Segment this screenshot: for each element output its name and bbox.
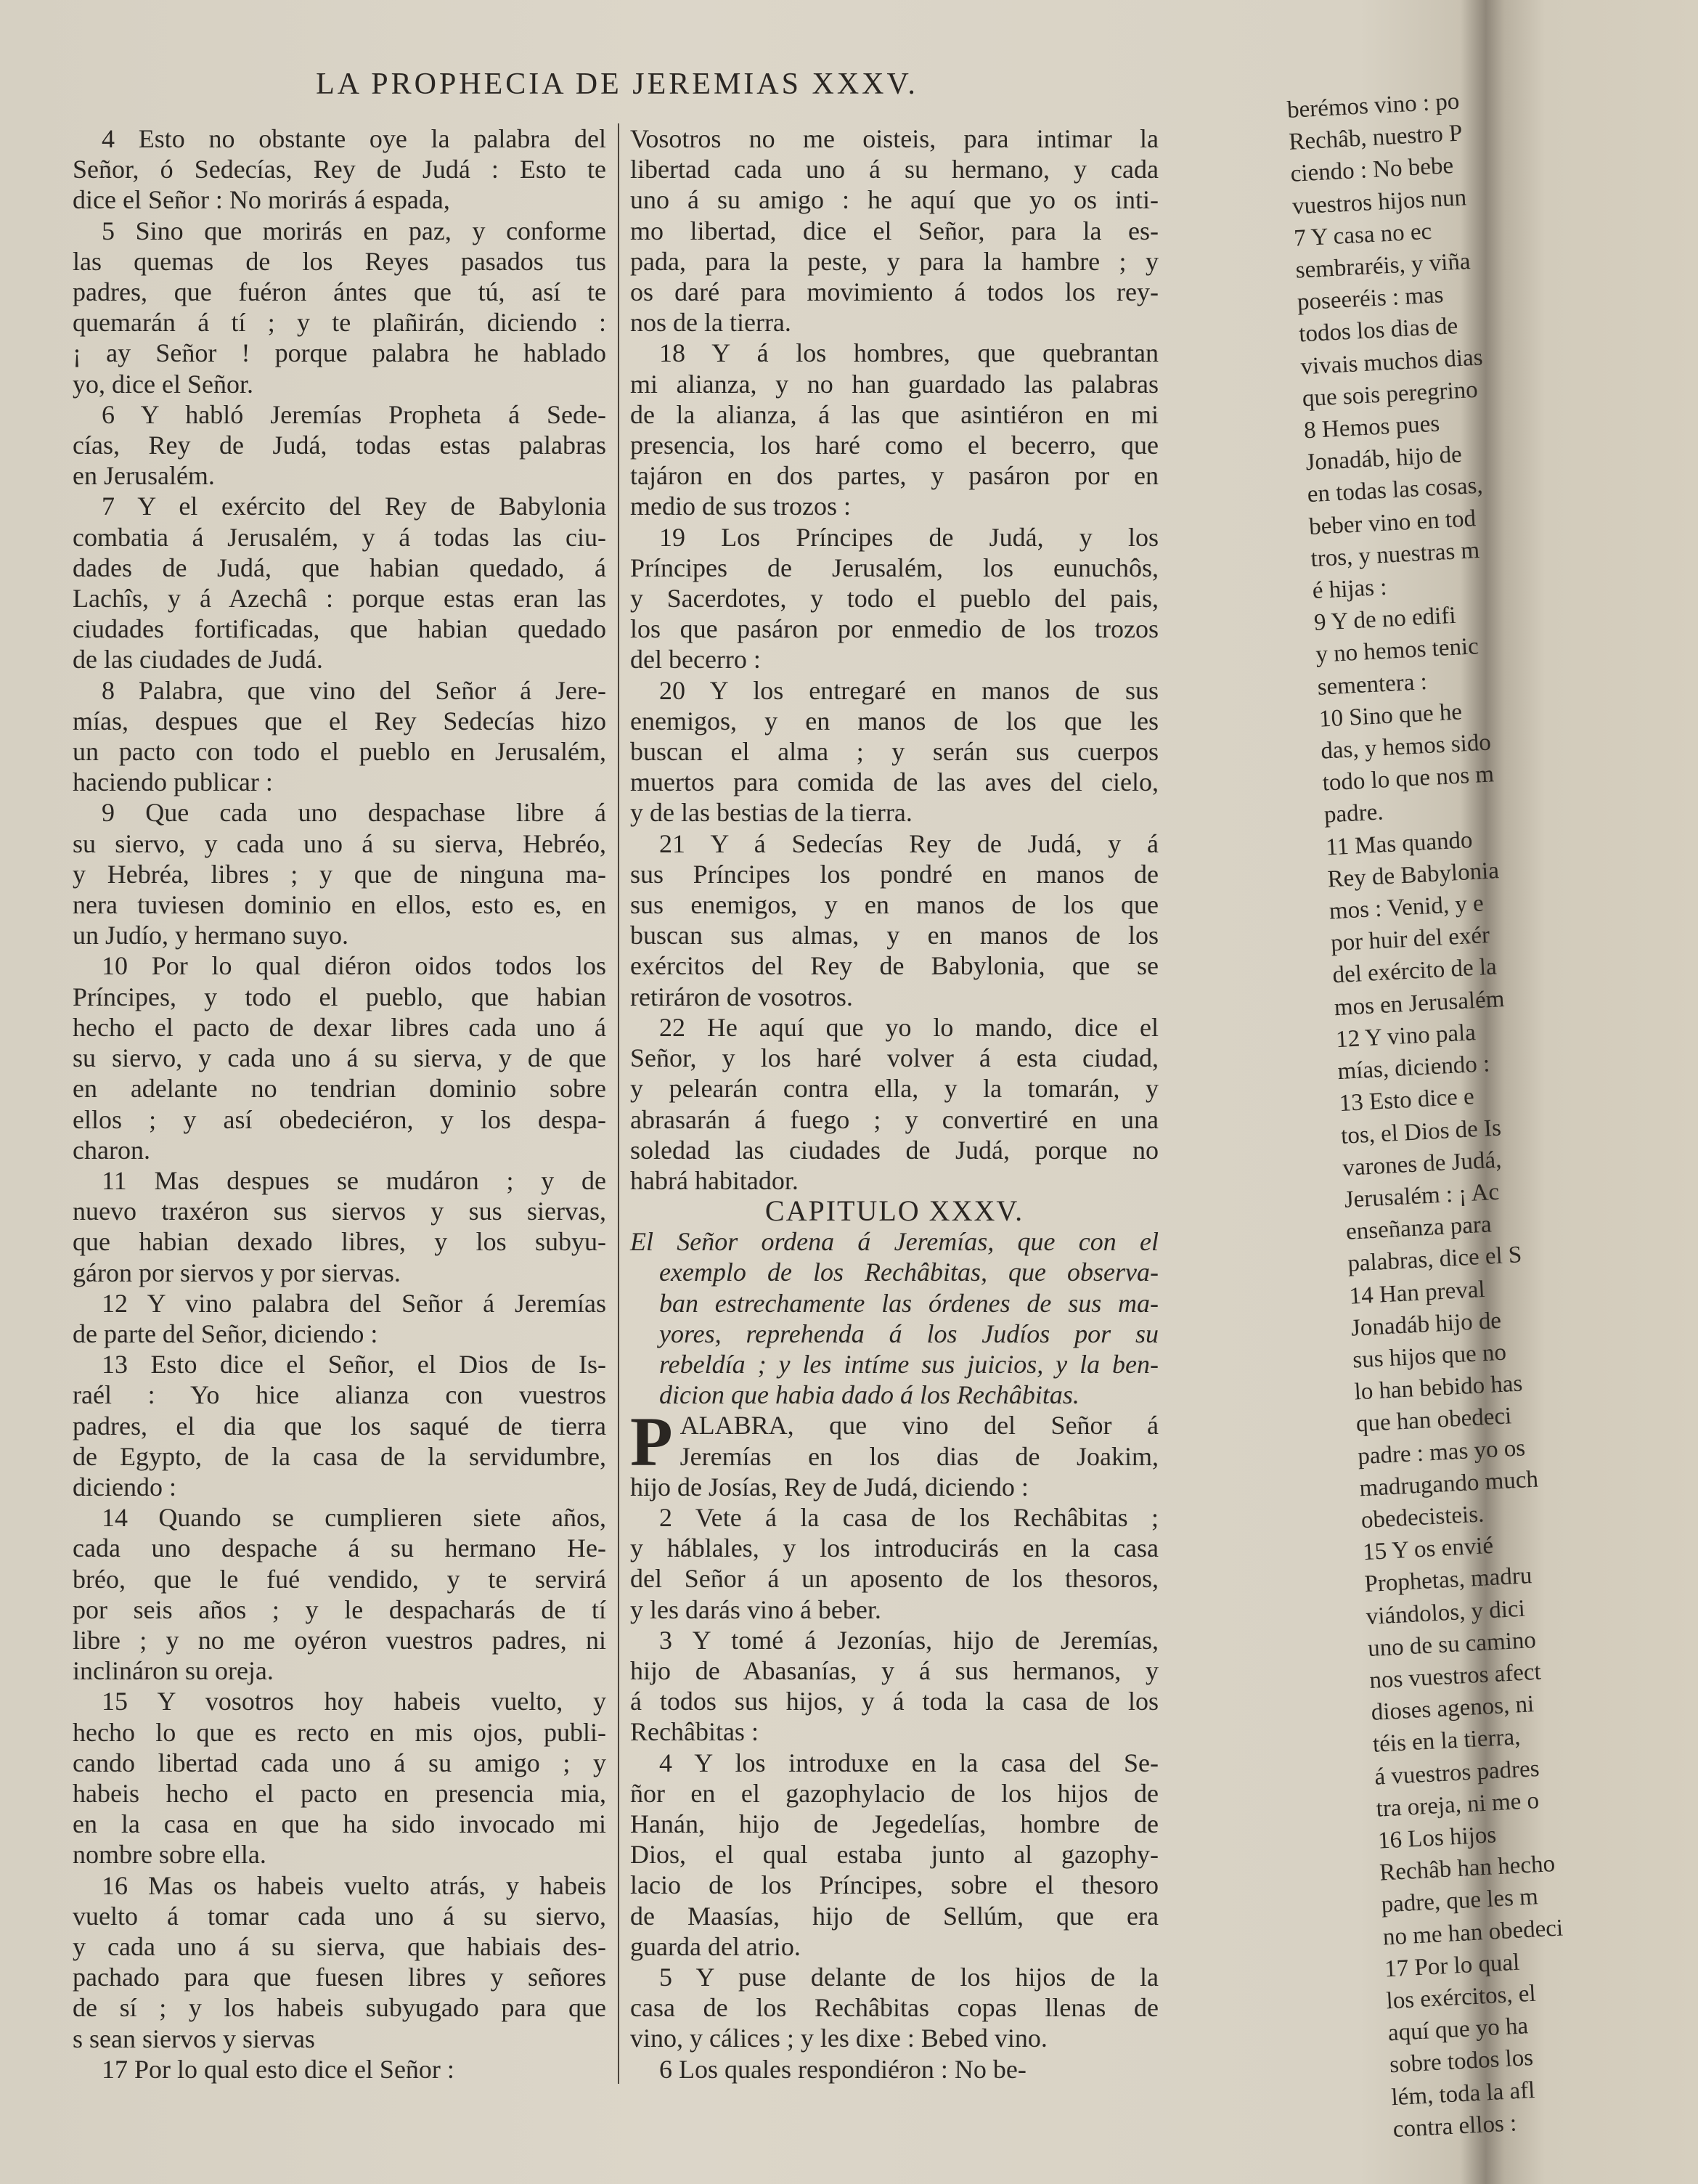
- text-line: mos en Jerusalém: [1333, 985, 1506, 1021]
- text-line: 15 Y os envié: [1362, 1532, 1494, 1566]
- text-line: 13 Esto dice e: [1338, 1083, 1475, 1117]
- text-line: 7 Y casa no ec: [1293, 218, 1433, 252]
- text-line: en adelante no tendrian dominio sobre: [73, 1074, 606, 1104]
- text-line: sus hijos que no: [1352, 1339, 1507, 1374]
- chapter-summary: [630, 1226, 1159, 1410]
- text-line: muertos para comida de las aves del cielo,: [630, 767, 1159, 797]
- text-line: sus Príncipes los pondré en manos de: [630, 859, 1159, 889]
- text-line: 10 Sino que he: [1318, 698, 1463, 733]
- text-line: hijo de Josías, Rey de Judá, diciendo :: [630, 1472, 1029, 1502]
- text-line: enseñanza para: [1345, 1211, 1493, 1245]
- text-line: en Jerusalém.: [73, 461, 215, 491]
- text-line: cada uno despache á su hermano He-: [73, 1533, 606, 1563]
- text-line: de las ciudades de Judá.: [73, 645, 323, 675]
- text-line: inclináron su oreja.: [73, 1656, 274, 1686]
- text-line: Rechâbitas :: [630, 1717, 759, 1747]
- text-line: hecho el pacto de dexar libres cada uno á: [73, 1012, 606, 1042]
- text-line: 8 Palabra, que vino del Señor á Jere-: [102, 675, 606, 705]
- text-line: Lachîs, y á Azechâ : porque estas eran las: [73, 584, 606, 614]
- text-line: aquí que yo ha: [1387, 2013, 1529, 2047]
- text-line: é hijas :: [1311, 574, 1388, 605]
- chapter-heading: CAPITULO XXXV.: [764, 1194, 1024, 1228]
- text-line: pada, para la peste, y para la hambre ; y: [630, 246, 1159, 276]
- text-line: Jerusalém : ¡ Ac: [1343, 1178, 1500, 1213]
- text-line: viándolos, y dici: [1365, 1595, 1526, 1630]
- text-line: por huir del exér: [1330, 922, 1490, 957]
- text-line: un pacto con todo el pueblo en Jerusalém,: [73, 737, 606, 767]
- text-line: vino, y cálices ; y les dixe : Bebed vino.: [630, 2024, 1048, 2053]
- text-line: tajáron en dos partes, y pasáron por en: [630, 461, 1159, 491]
- text-line: 19 Los Príncipes de Judá, y los: [659, 522, 1159, 552]
- drop-cap: P: [630, 1403, 673, 1481]
- text-line: 17 Por lo qual: [1384, 1949, 1521, 1983]
- text-line: 4 Esto no obstante oye la palabra del: [102, 124, 606, 153]
- text-line: mi alianza, y no han guardado las palabras: [630, 369, 1159, 399]
- text-line: libertad cada uno á su hermano, y cada: [630, 155, 1159, 184]
- text-line: vivais muchos dias: [1299, 343, 1484, 380]
- text-line: un Judío, y hermano suyo.: [73, 921, 348, 950]
- text-line: padre.: [1323, 799, 1384, 829]
- text-line: tos, el Dios de Is: [1340, 1114, 1502, 1149]
- text-line: 11 Mas despues se mudáron ; y de: [102, 1165, 606, 1195]
- text-line: 22 He aquí que yo lo mando, dice el: [659, 1012, 1159, 1042]
- text-line: rebeldía ; y les intíme sus juicios, y la ben-: [659, 1349, 1159, 1379]
- chapter-opening: [630, 1403, 1159, 1502]
- text-line: contra ellos :: [1392, 2110, 1518, 2143]
- text-line: sementera :: [1316, 668, 1428, 701]
- text-line: vuelto á tomar cada uno á su siervo,: [73, 1901, 606, 1931]
- text-line: su siervo, y cada uno á su sierva, y de que: [73, 1043, 606, 1073]
- text-line: tra oreja, ni me o: [1375, 1787, 1540, 1822]
- facing-page-fragment: [1286, 78, 1698, 2146]
- text-line: Rey de Babylonia: [1326, 857, 1500, 893]
- text-line: 12 Y vino palabra del Señor á Jeremías: [102, 1288, 606, 1318]
- text-line: beber vino en tod: [1308, 505, 1477, 540]
- text-line: yores, reprehenda á los Judíos por su: [659, 1319, 1159, 1348]
- text-line: yo, dice el Señor.: [73, 369, 253, 399]
- text-line: 14 Quando se cumplieren siete años,: [102, 1503, 606, 1533]
- text-line: ciendo : No bebe: [1289, 152, 1454, 188]
- text-line: su siervo, y cada uno á su sierva, Hebréo,: [73, 828, 606, 858]
- text-line: 6 Y habló Jeremías Propheta á Sede-: [102, 399, 606, 429]
- text-line: y háblales, y los introducirás en la casa: [630, 1533, 1159, 1563]
- text-line: en la casa en que ha sido invocado mi: [73, 1809, 606, 1839]
- text-line: diciendo :: [73, 1472, 176, 1502]
- text-line: Príncipes, y todo el pueblo, que habian: [73, 982, 606, 1011]
- text-line: Rechâb han hecho: [1379, 1851, 1556, 1886]
- text-line: 7 Y el exército del Rey de Babylonia: [102, 492, 606, 521]
- text-line: das, y hemos sido: [1320, 729, 1492, 765]
- text-line: abrasarán á fuego ; y convertiré en una: [630, 1104, 1159, 1134]
- text-line: Jonadáb hijo de: [1350, 1307, 1502, 1342]
- running-header: LA PROPHECIA DE JEREMIAS XXXV.: [316, 68, 918, 101]
- text-line: del Señor á un aposento de los thesoros,: [630, 1564, 1159, 1594]
- text-line: téis en la tierra,: [1372, 1724, 1522, 1759]
- text-line: sobre todos los: [1389, 2045, 1534, 2079]
- text-line: de parte del Señor, diciendo :: [73, 1319, 378, 1348]
- left-column: [73, 123, 606, 2085]
- text-line: que habian dexado libres, y los subyu-: [73, 1227, 606, 1257]
- text-line: 20 Y los entregaré en manos de sus: [659, 675, 1159, 705]
- text-line: Vosotros no me oisteis, para intimar la: [630, 124, 1159, 153]
- text-line: charon.: [73, 1135, 150, 1165]
- text-line: berémos vino : po: [1286, 88, 1461, 123]
- text-line: 13 Esto dice el Señor, el Dios de Is-: [102, 1350, 606, 1380]
- text-line: habeis hecho el pacto en presencia mia,: [73, 1778, 606, 1808]
- text-line: tros, y nuestras m: [1310, 537, 1480, 572]
- text-line: Señor, ó Sedecías, Rey de Judá : Esto te: [73, 155, 606, 184]
- text-line: libre ; y no me oyéron vuestros padres, ni: [73, 1625, 606, 1655]
- text-line: 15 Y vosotros hoy habeis vuelto, y: [102, 1687, 606, 1716]
- text-line: 14 Han preval: [1348, 1276, 1486, 1310]
- text-line: 18 Y á los hombres, que quebrantan: [659, 338, 1159, 368]
- text-line: que sois peregrino: [1302, 376, 1479, 412]
- text-line: buscan sus almas, y en manos de los: [630, 921, 1159, 950]
- text-line: lém, toda la afl: [1390, 2077, 1536, 2111]
- text-line: y cada uno á su sierva, que habiais des-: [73, 1931, 606, 1961]
- text-line: enemigos, y en manos de los que les: [630, 706, 1159, 736]
- text-line: ellos ; y así obedeciéron, y los despa-: [73, 1104, 606, 1134]
- text-line: y Sacerdotes, y todo el pueblo del pais,: [630, 584, 1159, 614]
- text-line: Jeremías en los dias de Joakim,: [679, 1441, 1159, 1471]
- text-line: 11 Mas quando: [1325, 826, 1474, 861]
- text-line: Dios, el qual estaba junto al gazophy-: [630, 1840, 1159, 1870]
- text-line: dioses agenos, ni: [1370, 1691, 1535, 1727]
- text-line: sus enemigos, y en manos de los que: [630, 890, 1159, 920]
- text-line: 17 Por lo qual esto dice el Señor :: [102, 2054, 454, 2084]
- text-line: s sean siervos y siervas: [73, 2024, 315, 2053]
- text-line: casa de los Rechâbitas copas llenas de: [630, 1993, 1159, 2023]
- text-line: palabras, dice el S: [1347, 1242, 1523, 1278]
- verses-before-chapter: [630, 123, 1159, 1196]
- text-line: del becerro :: [630, 645, 761, 675]
- text-line: poseeréis : mas: [1297, 282, 1445, 316]
- text-line: 9 Que cada uno despachase libre á: [102, 798, 606, 828]
- text-line: 16 Los hijos: [1377, 1822, 1497, 1854]
- text-line: soledad las ciudades de Judá, porque no: [630, 1135, 1159, 1165]
- text-line: 5 Y puse delante de los hijos de la: [659, 1962, 1159, 1992]
- text-line: 10 Por lo qual diéron oidos todos los: [102, 951, 606, 981]
- text-line: de sí ; y los habeis subyugado para que: [73, 1993, 606, 2023]
- text-line: raél : Yo hice alianza con vuestros: [73, 1380, 606, 1410]
- text-line: que han obedeci: [1355, 1403, 1513, 1438]
- text-line: obedecisteis.: [1360, 1501, 1485, 1534]
- text-line: padres, que fuéron ántes que tú, así te: [73, 277, 606, 307]
- text-line: varones de Judá,: [1342, 1146, 1503, 1181]
- text-line: ALABRA, que vino del Señor á: [679, 1411, 1159, 1441]
- text-line: nuevo traxéron sus siervos y sus siervas,: [73, 1197, 606, 1226]
- text-line: á vuestros padres: [1373, 1755, 1540, 1790]
- text-line: dades de Judá, que habian quedado, á: [73, 553, 606, 582]
- text-line: y les darás vino á beber.: [630, 1594, 881, 1624]
- verses-after-chapter: [630, 1502, 1159, 2085]
- text-line: Rechâb, nuestro P: [1288, 120, 1464, 156]
- text-line: habrá habitador.: [630, 1165, 799, 1195]
- text-line: 9 Y de no edifi: [1313, 603, 1457, 637]
- text-line: lo han bebido has: [1353, 1370, 1524, 1406]
- text-line: en todas las cosas,: [1306, 473, 1484, 508]
- text-line: hijo de Abasanías, y á sus hermanos, y: [630, 1655, 1159, 1685]
- text-line: 4 Y los introduxe en la casa del Se-: [659, 1748, 1159, 1777]
- text-line: de Maasías, hijo de Sellúm, que era: [630, 1901, 1159, 1931]
- text-line: uno á su amigo : he aquí que yo os inti-: [630, 185, 1159, 215]
- text-line: á todos sus hijos, y á toda la casa de los: [630, 1687, 1159, 1716]
- text-line: dice el Señor : No morirás á espada,: [73, 185, 450, 215]
- text-line: uno de su camino: [1367, 1626, 1537, 1662]
- text-line: 8 Hemos pues: [1303, 410, 1440, 444]
- text-line: mías, diciendo :: [1336, 1051, 1491, 1085]
- text-line: 2 Vete á la casa de los Rechâbitas ;: [659, 1502, 1159, 1532]
- text-line: bréo, que le fué vendido, y te servirá: [73, 1564, 606, 1594]
- text-line: sembraréis, y viña: [1294, 248, 1472, 284]
- text-line: Prophetas, madru: [1363, 1562, 1533, 1598]
- text-line: y pelearán contra ella, y la tomarán, y: [630, 1074, 1159, 1104]
- text-line: ban estrechamente las órdenes de sus ma-: [659, 1288, 1159, 1318]
- text-line: mos : Venid, y e: [1328, 890, 1485, 925]
- text-line: y de las bestias de la tierra.: [630, 798, 913, 828]
- text-line: madrugando much: [1358, 1466, 1539, 1502]
- text-line: dicion que habia dado á los Rechâbitas.: [659, 1380, 1079, 1410]
- text-line: del exército de la: [1331, 953, 1498, 989]
- text-line: no me han obedeci: [1382, 1915, 1564, 1951]
- text-line: padre, que les m: [1380, 1883, 1539, 1918]
- text-line: 5 Sino que morirás en paz, y conforme: [102, 216, 606, 245]
- text-line: buscan el alma ; y serán sus cuerpos: [630, 737, 1159, 767]
- text-line: lacio de los Príncipes, sobre el thesoro: [630, 1870, 1159, 1900]
- text-line: Señor, y los haré volver á esta ciudad,: [630, 1043, 1159, 1073]
- text-line: presencia, los haré como el becerro, que: [630, 431, 1159, 460]
- text-line: exemplo de los Rechâbitas, que observa-: [659, 1258, 1159, 1287]
- text-line: de Egypto, de la casa de la servidumbre,: [73, 1441, 606, 1471]
- text-line: cando libertad cada uno á su amigo ; y: [73, 1748, 606, 1777]
- text-line: medio de sus trozos :: [630, 492, 851, 521]
- text-line: pachado para que fuesen libres y señores: [73, 1963, 606, 1992]
- text-line: quemarán á tí ; y te plañirán, diciendo :: [73, 308, 606, 338]
- text-line: ciudades fortificadas, que habian quedado: [73, 614, 606, 644]
- text-line: los que pasáron por enmedio de los trozos: [630, 614, 1159, 644]
- text-line: nombre sobre ella.: [73, 1840, 266, 1870]
- text-line: de la alianza, á las que asintiéron en mi: [630, 399, 1159, 429]
- text-line: Jonadáb, hijo de: [1305, 441, 1463, 476]
- text-line: los exércitos, el: [1385, 1980, 1537, 2015]
- text-line: por seis años ; y le despacharás de tí: [73, 1594, 606, 1624]
- text-line: hecho lo que es recto en mis ojos, publi-: [73, 1717, 606, 1747]
- text-line: guarda del atrio.: [630, 1931, 801, 1961]
- text-line: 6 Los quales respondiéron : No be-: [659, 2054, 1026, 2084]
- text-line: padre : mas yo os: [1357, 1434, 1526, 1470]
- column-divider: [618, 123, 619, 2084]
- text-line: nos de la tierra.: [630, 308, 791, 338]
- text-line: Hanán, hijo de Jegedelías, hombre de: [630, 1809, 1159, 1838]
- text-line: Príncipes de Jerusalém, los eunuchôs,: [630, 553, 1159, 582]
- text-line: nos vuestros afect: [1368, 1658, 1542, 1694]
- text-line: 12 Y vino pala: [1335, 1019, 1477, 1054]
- text-line: ñor en el gazophylacio de los hijos de: [630, 1778, 1159, 1808]
- text-line: nera tuviesen dominio en ellos, esto es, en: [73, 890, 606, 920]
- text-line: todos los dias de: [1298, 313, 1459, 348]
- text-line: mías, despues que el Rey Sedecías hizo: [73, 706, 606, 736]
- text-line: haciendo publicar :: [73, 767, 273, 797]
- text-line: cías, Rey de Judá, todas estas palabras: [73, 431, 606, 460]
- text-line: todo lo que nos m: [1321, 761, 1495, 796]
- text-line: padres, el dia que los saqué de tierra: [73, 1411, 606, 1441]
- text-line: retiráron de vosotros.: [630, 982, 853, 1011]
- text-line: ¡ ay Señor ! porque palabra he hablado: [73, 338, 606, 368]
- right-column: [630, 123, 1159, 2085]
- text-line: exércitos del Rey de Babylonia, que se: [630, 951, 1159, 981]
- text-line: 16 Mas os habeis vuelto atrás, y habeis: [102, 1870, 606, 1900]
- text-line: 21 Y á Sedecías Rey de Judá, y á: [659, 828, 1159, 858]
- text-line: gáron por siervos y por siervas.: [73, 1258, 401, 1287]
- text-line: os daré para movimiento á todos los rey-: [630, 277, 1159, 307]
- text-line: y no hemos tenic: [1315, 633, 1479, 669]
- text-line: mo libertad, dice el Señor, para la es-: [630, 216, 1159, 245]
- text-line: y Hebréa, libres ; y que de ninguna ma-: [73, 859, 606, 889]
- text-line: las quemas de los Reyes pasados tus: [73, 246, 606, 276]
- text-line: combatia á Jerusalém, y á todas las ciu-: [73, 522, 606, 552]
- text-line: vuestros hijos nun: [1291, 184, 1467, 220]
- text-line: El Señor ordena á Jeremías, que con el: [630, 1227, 1159, 1257]
- text-line: 3 Y tomé á Jezonías, hijo de Jeremías,: [659, 1625, 1159, 1655]
